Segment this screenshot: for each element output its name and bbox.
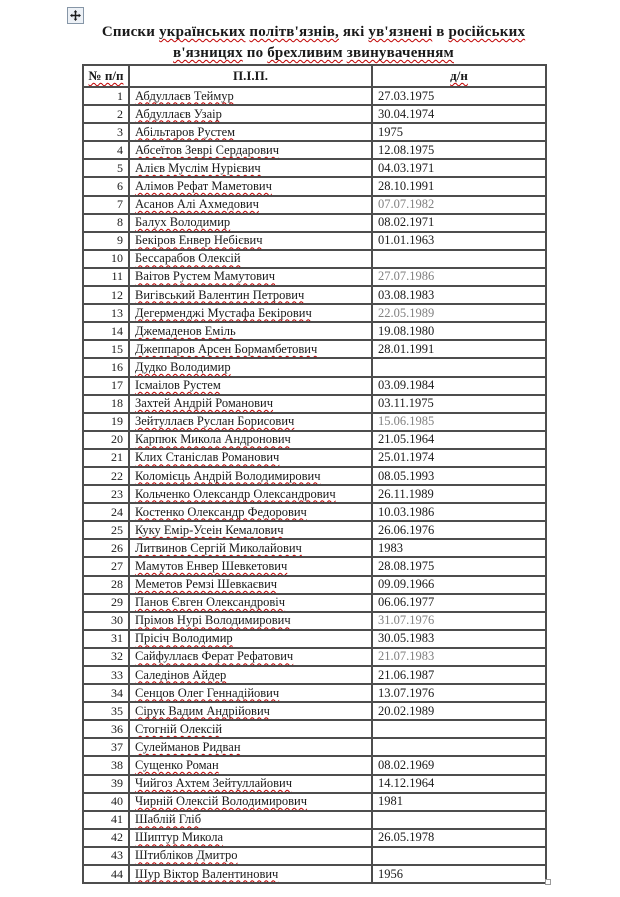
full-name-cell [129, 232, 372, 250]
row-number-cell: 40 [83, 793, 129, 811]
full-name-cell [129, 829, 372, 847]
full-name-text: Прісіч Володимир [135, 631, 233, 646]
full-name-cell [129, 793, 372, 811]
title-word: політв'язнів, [249, 24, 339, 40]
date-of-birth-cell: 26.11.1989 [372, 485, 546, 503]
date-of-birth-cell: 08.02.1969 [372, 756, 546, 774]
full-name-cell [129, 594, 372, 612]
full-name-cell [129, 395, 372, 413]
row-number-cell: 6 [83, 177, 129, 195]
table-row [83, 322, 546, 340]
full-name-text: Алімов Рефат Маметович [135, 179, 272, 194]
row-number-cell: 32 [83, 648, 129, 666]
row-number-cell: 10 [83, 250, 129, 268]
full-name-cell [129, 720, 372, 738]
row-number-cell: 43 [83, 847, 129, 865]
full-name-cell [129, 576, 372, 594]
table-row [83, 340, 546, 358]
table-row [83, 214, 546, 232]
full-name-text: Меметов Ремзі Шевкаєвич [135, 577, 278, 592]
full-name-cell [129, 539, 372, 557]
full-name-text: Захтей Андрій Романович [135, 396, 274, 411]
full-name-cell [129, 87, 372, 105]
date-of-birth-cell: 06.06.1977 [372, 594, 546, 612]
full-name-text: Клих Станіслав Романович [135, 450, 280, 465]
row-number-cell: 4 [83, 141, 129, 159]
table-row [83, 793, 546, 811]
full-name-cell [129, 196, 372, 214]
full-name-cell [129, 865, 372, 883]
full-name-text: Костенко Олександр Федорович [135, 504, 307, 519]
date-of-birth-cell: 14.12.1964 [372, 775, 546, 793]
table-row [83, 159, 546, 177]
four-way-move-icon [70, 10, 81, 21]
full-name-text: Ваітов Рустем Мамутович [135, 269, 275, 284]
table-row [83, 612, 546, 630]
row-number-cell: 28 [83, 576, 129, 594]
full-name-text: Панов Євген Олександровіч [135, 595, 286, 610]
full-name-text: Джеппаров Арсен Бормамбетович [135, 341, 318, 356]
row-number-cell: 44 [83, 865, 129, 883]
date-of-birth-cell: 1983 [372, 539, 546, 557]
table-row [83, 268, 546, 286]
table-row [83, 467, 546, 485]
prisoner-table-body [83, 87, 546, 883]
row-number-cell: 36 [83, 720, 129, 738]
title-word: ув'язнені [368, 24, 433, 40]
table-row [83, 377, 546, 395]
header-number: № п/п [83, 65, 129, 87]
title-word: російських [448, 24, 526, 40]
title-word: українських [159, 24, 246, 40]
row-number-cell: 9 [83, 232, 129, 250]
row-number-cell: 21 [83, 449, 129, 467]
full-name-cell [129, 847, 372, 865]
full-name-cell [129, 322, 372, 340]
row-number-cell: 1 [83, 87, 129, 105]
row-number-cell: 2 [83, 105, 129, 123]
date-of-birth-cell [372, 738, 546, 756]
date-of-birth-cell: 09.09.1966 [372, 576, 546, 594]
full-name-text: Сірук Вадим Андрійович [135, 703, 270, 718]
date-of-birth-cell: 30.04.1974 [372, 105, 546, 123]
header-full-name: П.І.П. [129, 65, 372, 87]
full-name-cell [129, 449, 372, 467]
table-row [83, 865, 546, 883]
full-name-text: Зейтуллаєв Руслан Борисович [135, 414, 295, 429]
date-of-birth-cell: 19.08.1980 [372, 322, 546, 340]
table-row [83, 738, 546, 756]
full-name-text: Бекіров Енвер Небієвич [135, 233, 263, 248]
full-name-text: Саледінов Айдер [135, 667, 227, 682]
date-of-birth-cell: 13.07.1976 [372, 684, 546, 702]
full-name-text: Алієв Муслім Нурієвич [135, 160, 261, 175]
table-row [83, 775, 546, 793]
date-of-birth-cell: 21.05.1964 [372, 431, 546, 449]
title-word: в'язницях [173, 45, 243, 61]
full-name-cell [129, 503, 372, 521]
full-name-cell [129, 811, 372, 829]
table-row [83, 811, 546, 829]
date-of-birth-cell: 21.06.1987 [372, 666, 546, 684]
row-number-cell: 31 [83, 630, 129, 648]
table-row [83, 539, 546, 557]
table-row [83, 141, 546, 159]
title-word: Списки [101, 24, 160, 40]
row-number-cell: 27 [83, 557, 129, 575]
row-number-cell: 8 [83, 214, 129, 232]
full-name-text: Сущенко Роман [135, 758, 219, 773]
full-name-cell [129, 304, 372, 322]
table-row [83, 521, 546, 539]
full-name-cell [129, 141, 372, 159]
header-date-of-birth: д/н [372, 65, 546, 87]
date-of-birth-cell: 25.01.1974 [372, 449, 546, 467]
full-name-text: Бессарабов Олексій [135, 251, 241, 266]
full-name-text: Прімов Нурі Володимирович [135, 613, 291, 628]
row-number-cell: 33 [83, 666, 129, 684]
full-name-text: Дудко Володимир [135, 359, 231, 374]
table-row [83, 449, 546, 467]
row-number-cell: 39 [83, 775, 129, 793]
full-name-cell [129, 485, 372, 503]
full-name-text: Абдуллаєв Теймур [135, 88, 234, 103]
full-name-cell [129, 159, 372, 177]
full-name-cell [129, 214, 372, 232]
title-word: звинуваченням [346, 45, 454, 61]
full-name-text: Абсеїтов Зеврі Сердарович [135, 142, 280, 157]
date-of-birth-cell: 26.06.1976 [372, 521, 546, 539]
full-name-cell [129, 358, 372, 376]
table-header-row [83, 65, 546, 87]
full-name-cell [129, 738, 372, 756]
full-name-cell [129, 177, 372, 195]
table-row [83, 196, 546, 214]
date-of-birth-cell: 15.06.1985 [372, 413, 546, 431]
date-of-birth-cell: 22.05.1989 [372, 304, 546, 322]
full-name-cell [129, 413, 372, 431]
full-name-cell [129, 377, 372, 395]
row-number-cell: 34 [83, 684, 129, 702]
row-number-cell: 29 [83, 594, 129, 612]
full-name-text: Шаблій Гліб [135, 812, 202, 827]
full-name-cell [129, 105, 372, 123]
date-of-birth-cell: 01.01.1963 [372, 232, 546, 250]
full-name-text: Куку Емір-Усеін Кемалович [135, 522, 284, 537]
title-word: які [338, 24, 369, 40]
row-number-cell: 7 [83, 196, 129, 214]
full-name-text: Балух Володимир [135, 215, 231, 230]
date-of-birth-cell: 12.08.1975 [372, 141, 546, 159]
row-number-cell: 23 [83, 485, 129, 503]
table-row [83, 756, 546, 774]
row-number-cell: 41 [83, 811, 129, 829]
full-name-cell [129, 340, 372, 358]
full-name-text: Асанов Алі Ахмедович [135, 197, 259, 212]
full-name-cell [129, 666, 372, 684]
table-row [83, 105, 546, 123]
table-row [83, 648, 546, 666]
row-number-cell: 24 [83, 503, 129, 521]
full-name-cell [129, 702, 372, 720]
date-of-birth-cell [372, 250, 546, 268]
full-name-cell [129, 286, 372, 304]
date-of-birth-cell: 28.08.1975 [372, 557, 546, 575]
full-name-text: Кольченко Олександр Олександрович [135, 486, 336, 501]
table-row [83, 576, 546, 594]
table-row [83, 666, 546, 684]
full-name-cell [129, 612, 372, 630]
date-of-birth-cell: 21.07.1983 [372, 648, 546, 666]
date-of-birth-cell [372, 720, 546, 738]
table-row [83, 395, 546, 413]
row-number-cell: 19 [83, 413, 129, 431]
table-row [83, 720, 546, 738]
date-of-birth-cell: 1956 [372, 865, 546, 883]
table-row [83, 123, 546, 141]
full-name-text: Коломієць Андрій Володимирович [135, 468, 321, 483]
row-number-cell: 22 [83, 467, 129, 485]
row-number-cell: 25 [83, 521, 129, 539]
full-name-text: Вигівський Валентин Петрович [135, 287, 305, 302]
full-name-cell [129, 775, 372, 793]
row-number-cell: 16 [83, 358, 129, 376]
full-name-cell [129, 648, 372, 666]
full-name-text: Абдуллаєв Узаір [135, 106, 222, 121]
table-row [83, 702, 546, 720]
title-word: по [242, 45, 268, 61]
full-name-text: Абільтаров Рустем [135, 124, 236, 139]
date-of-birth-cell: 1975 [372, 123, 546, 141]
date-of-birth-cell: 20.02.1989 [372, 702, 546, 720]
date-of-birth-cell: 04.03.1971 [372, 159, 546, 177]
date-of-birth-cell: 08.05.1993 [372, 467, 546, 485]
table-row [83, 232, 546, 250]
date-of-birth-cell: 28.10.1991 [372, 177, 546, 195]
table-row [83, 87, 546, 105]
full-name-text: Джемаденов Еміль [135, 323, 236, 338]
date-of-birth-cell: 28.01.1991 [372, 340, 546, 358]
date-of-birth-cell: 08.02.1971 [372, 214, 546, 232]
full-name-text: Ісмаілов Рустем [135, 378, 221, 393]
row-number-cell: 11 [83, 268, 129, 286]
date-of-birth-cell [372, 847, 546, 865]
row-number-cell: 12 [83, 286, 129, 304]
full-name-text: Сулейманов Ридван [135, 739, 241, 754]
row-number-cell: 17 [83, 377, 129, 395]
date-of-birth-cell: 10.03.1986 [372, 503, 546, 521]
date-of-birth-cell: 03.08.1983 [372, 286, 546, 304]
table-row [83, 630, 546, 648]
date-of-birth-cell: 27.07.1986 [372, 268, 546, 286]
date-of-birth-cell [372, 358, 546, 376]
full-name-cell [129, 431, 372, 449]
table-row [83, 413, 546, 431]
row-number-cell: 20 [83, 431, 129, 449]
date-of-birth-cell: 07.07.1982 [372, 196, 546, 214]
date-of-birth-cell: 31.07.1976 [372, 612, 546, 630]
full-name-cell [129, 268, 372, 286]
table-row [83, 847, 546, 865]
row-number-cell: 42 [83, 829, 129, 847]
document-title-line-2 [82, 43, 545, 64]
table-row [83, 358, 546, 376]
full-name-cell [129, 557, 372, 575]
table-row [83, 286, 546, 304]
table-row [83, 485, 546, 503]
row-number-cell: 38 [83, 756, 129, 774]
full-name-cell [129, 630, 372, 648]
title-word: в [432, 24, 449, 40]
full-name-text: Сенцов Олег Геннадійович [135, 685, 280, 700]
document-title [82, 22, 545, 64]
full-name-cell [129, 756, 372, 774]
full-name-cell [129, 684, 372, 702]
full-name-text: Сайфуллаєв Ферат Рефатович [135, 649, 294, 664]
title-word: брехливим [267, 45, 343, 61]
table-row [83, 557, 546, 575]
full-name-text: Литвинов Сергій Миколайович [135, 540, 302, 555]
table-row [83, 684, 546, 702]
table-resize-handle[interactable] [545, 879, 551, 885]
table-row [83, 177, 546, 195]
full-name-cell [129, 123, 372, 141]
full-name-text: Дегерменджі Мустафа Бекірович [135, 305, 312, 320]
date-of-birth-cell: 1981 [372, 793, 546, 811]
date-of-birth-cell: 03.09.1984 [372, 377, 546, 395]
document-title-line-1 [82, 22, 545, 43]
date-of-birth-cell: 27.03.1975 [372, 87, 546, 105]
date-of-birth-cell [372, 811, 546, 829]
date-of-birth-cell: 30.05.1983 [372, 630, 546, 648]
row-number-cell: 13 [83, 304, 129, 322]
table-row [83, 594, 546, 612]
full-name-cell [129, 467, 372, 485]
table-row [83, 250, 546, 268]
full-name-cell [129, 250, 372, 268]
table-row [83, 503, 546, 521]
table-row [83, 829, 546, 847]
full-name-text: Карпюк Микола Андронович [135, 432, 291, 447]
full-name-text: Стогній Олексій [135, 721, 223, 736]
prisoners-table [82, 64, 547, 884]
row-number-cell: 3 [83, 123, 129, 141]
table-row [83, 304, 546, 322]
row-number-cell: 37 [83, 738, 129, 756]
row-number-cell: 18 [83, 395, 129, 413]
date-of-birth-cell: 03.11.1975 [372, 395, 546, 413]
full-name-text: Мамутов Енвер Шевкетович [135, 558, 288, 573]
row-number-cell: 14 [83, 322, 129, 340]
row-number-cell: 5 [83, 159, 129, 177]
full-name-cell [129, 521, 372, 539]
row-number-cell: 15 [83, 340, 129, 358]
row-number-cell: 30 [83, 612, 129, 630]
table-row [83, 431, 546, 449]
row-number-cell: 35 [83, 702, 129, 720]
full-name-text: Шиптур Микола [135, 830, 224, 845]
row-number-cell: 26 [83, 539, 129, 557]
date-of-birth-cell: 26.05.1978 [372, 829, 546, 847]
full-name-text: Чирній Олексій Володимирович [135, 794, 308, 809]
full-name-text: Шур Віктор Валентинович [135, 866, 279, 881]
full-name-text: Штибліков Дмитро [135, 848, 238, 863]
full-name-text: Чийгоз Ахтем Зейтуллайович [135, 776, 292, 791]
